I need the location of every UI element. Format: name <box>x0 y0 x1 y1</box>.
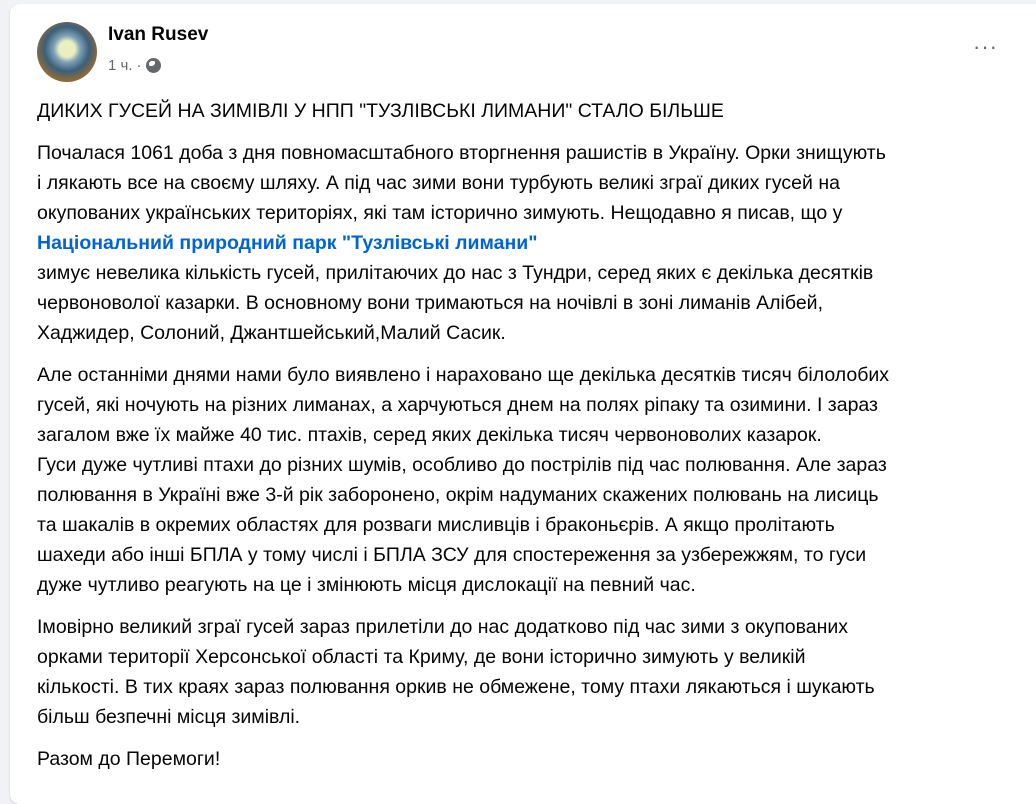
post-title: ДИКИХ ГУСЕЙ НА ЗИМІВЛІ У НПП "ТУЗЛІВСЬКІ ЛИМАНИ" СТАЛО БІЛЬШЕ <box>37 100 724 122</box>
text-line: полювання в Україні вже 3-й рік заборонено, окрім надуманих скажених полювань на лисиць <box>37 484 879 506</box>
text-line: окупованих українських територіях, які там історично зимують. Нещодавно я писав, що у <box>37 202 843 224</box>
separator: · <box>136 57 142 74</box>
park-link[interactable]: Національний природний парк "Тузлівські лимани" <box>37 232 538 254</box>
author-name[interactable]: Ivan Rusev <box>108 24 209 45</box>
paragraph-2 <box>37 360 889 600</box>
text-line: гусей, які ночують на різних лиманах, а харчуються днем на полях ріпаку та озимини. І зараз <box>37 394 878 416</box>
more-options-icon[interactable]: ··· <box>973 34 998 59</box>
text-line: шахеди або інші БПЛА у тому числі і БПЛА ЗСУ для спостереження за узбережжям, то гуси <box>37 544 867 566</box>
text-line: Хаджидер, Солоний, Джантшейський,Малий Сасик. <box>37 322 506 344</box>
text-line: червоноволої казарки. В основному вони тримаються на ночівлі в зоні лиманів Алібей, <box>37 292 823 314</box>
paragraph-4: Разом до Перемоги! <box>37 748 221 770</box>
text-line: Гуси дуже чутливі птахи до різних шумів, особливо до пострілів під час полювання. Але зараз <box>37 454 887 476</box>
post-card <box>10 4 1036 804</box>
paragraph-3 <box>37 612 889 732</box>
author-avatar[interactable] <box>37 22 97 82</box>
text-line: загалом вже їх майже 40 тис. птахів, серед яких декілька тисяч червоноволих казарок. <box>37 424 822 446</box>
text-line: більш безпечні місця зимівлі. <box>37 706 301 728</box>
text-line: дуже чутливо реагують на це і змінюють місця дислокації на певний час. <box>37 574 696 596</box>
text-line: Почалася 1061 доба з дня повномасштабного вторгнення рашистів в Україну. Орки знищують <box>37 142 886 164</box>
text-line: орками території Херсонської області та Криму, де вони історично зимують у великій <box>37 646 806 668</box>
globe-icon <box>146 58 161 73</box>
text-line: Але останніми днями нами було виявлено і нараховано ще декілька десятків тисяч білолобих <box>37 364 890 386</box>
post-meta <box>108 57 161 74</box>
text-line: Імовірно великий зграї гусей зараз прилетіли до нас додатково під час зими з окупованих <box>37 616 849 638</box>
text-line: зимує невелика кількість гусей, прилітаючих до нас з Тундри, серед яких є декілька десятків <box>37 262 874 284</box>
text-line: кількості. В тих краях зараз полювання оркив не обмежене, тому птахи лякаються і шукають <box>37 676 875 698</box>
text-line: та шакалів в окремих областях для розваги мисливців і браконьєрів. А якщо пролітають <box>37 514 835 536</box>
post-body <box>37 96 889 786</box>
text-line: і лякають все на своєму шляху. А під час зими вони турбують великі зграї диких гусей на <box>37 172 840 194</box>
paragraph-1 <box>37 138 889 348</box>
post-time[interactable]: 1 ч. <box>108 57 133 74</box>
